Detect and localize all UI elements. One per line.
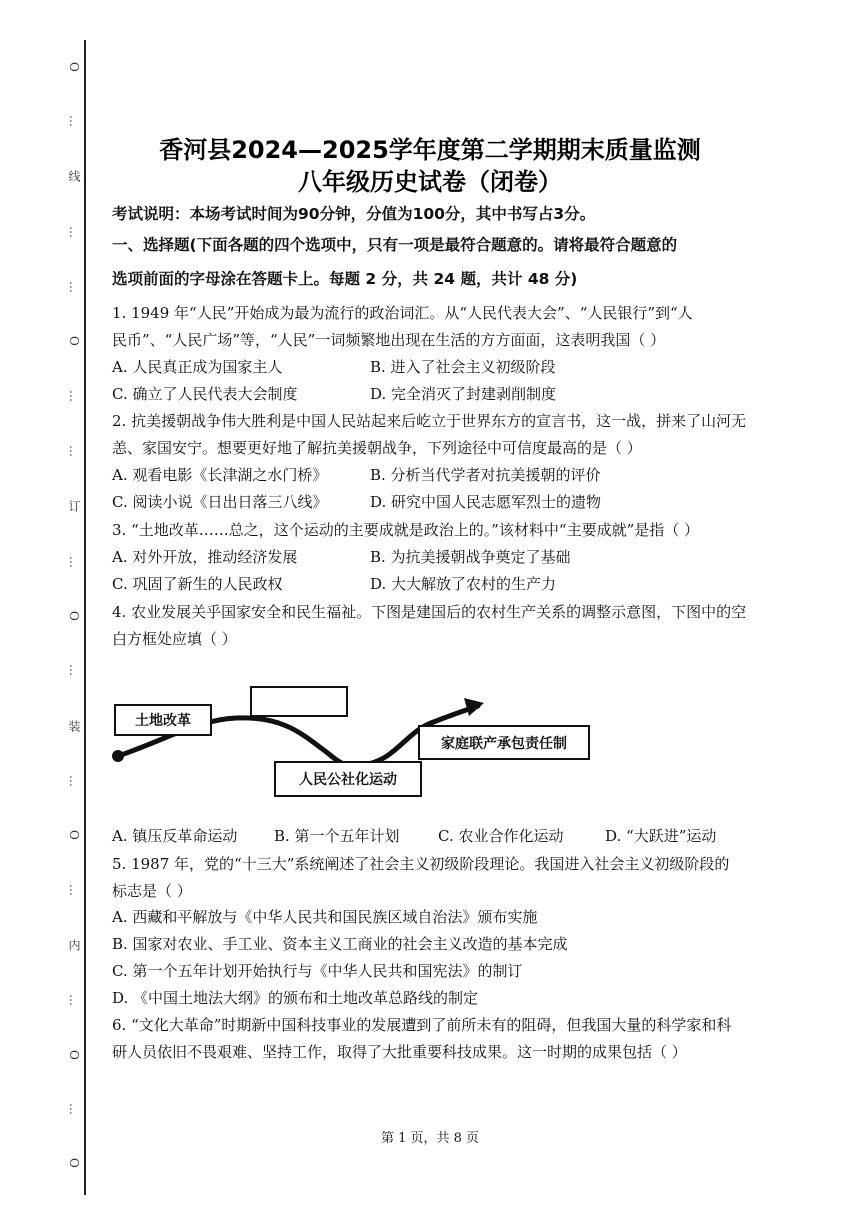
question-6-stem: 研人员依旧不畏艰难、坚持工作，取得了大批重要科技成果。这一时期的成果包括（ ）	[112, 1043, 687, 1061]
binding-mark: …	[67, 1103, 81, 1116]
binding-mark: O	[67, 1049, 81, 1060]
question-4-stem: 白方框处应填（ ）	[112, 630, 237, 648]
binding-mark: O	[67, 611, 81, 621]
option-d[interactable]: D. 完全消灭了封建剥削制度	[370, 385, 557, 403]
binding-line	[84, 40, 86, 1195]
option-a[interactable]: A. 对外开放，推动经济发展	[112, 548, 298, 566]
question-3-options	[112, 546, 820, 568]
question-1-stem: 1. 1949 年“人民”开始成为最为流行的政治词汇。从“人民代表大会”、“人民银行”到“人	[112, 304, 693, 322]
option-c[interactable]: C. 确立了人民代表大会制度	[112, 385, 298, 403]
binding-mark: O	[67, 1158, 81, 1169]
binding-mark: …	[67, 664, 81, 677]
option-a[interactable]: A. 西藏和平解放与《中华人民共和国民族区域自治法》颁布实施	[112, 908, 538, 926]
binding-mark: …	[67, 775, 81, 788]
binding-mark: …	[67, 281, 81, 294]
question-1-options	[112, 356, 820, 378]
question-4-stem: 4. 农业发展关乎国家安全和民生福祉。下图是建国后的农村生产关系的调整示意图，下图中的空	[112, 603, 747, 621]
question-5-stem: 5. 1987 年，党的“十三大”系统阐述了社会主义初级阶段理论。我国进入社会主义初级阶段的	[112, 855, 730, 873]
option-c[interactable]: C. 农业合作化运动	[438, 827, 564, 845]
rural-relations-diagram	[106, 678, 606, 808]
section-heading: 一、选择题(下面各题的四个选项中，只有一项是最符合题意的。请将最符合题意的	[112, 236, 678, 254]
exam-subtitle: 八年级历史试卷（闭卷）	[298, 168, 562, 196]
question-1-options	[112, 383, 820, 405]
exam-instructions: 考试说明：本场考试时间为90分钟，分值为100分，其中书写占3分。	[112, 205, 596, 223]
box-land-reform: 土地改革	[114, 704, 212, 736]
section-heading: 选项前面的字母涂在答题卡上。每题 2 分，共 24 题，共计 48 分)	[112, 270, 578, 288]
binding-mark: 线	[67, 170, 81, 183]
option-b[interactable]: B. 分析当代学者对抗美援朝的评价	[370, 466, 601, 484]
option-d[interactable]: D. 大大解放了农村的生产力	[370, 575, 557, 593]
option-b[interactable]: B. 为抗美援朝战争奠定了基础	[370, 548, 571, 566]
option-a[interactable]: A. 观看电影《长津湖之水门桥》	[112, 466, 328, 484]
question-6-stem: 6. “文化大革命”时期新中国科技事业的发展遭到了前所未有的阻碍，但我国大量的科学家和科	[112, 1016, 732, 1034]
binding-mark: …	[67, 114, 81, 127]
binding-mark: O	[67, 61, 81, 72]
binding-mark: 装	[67, 719, 81, 732]
option-d[interactable]: D. 《中国土地法大纲》的颁布和土地改革总路线的制定	[112, 989, 479, 1007]
page-footer: 第 1 页，共 8 页	[380, 1131, 480, 1146]
box-commune-movement: 人民公社化运动	[274, 761, 422, 797]
binding-mark: …	[67, 883, 81, 896]
option-a[interactable]: A. 镇压反革命运动	[112, 827, 238, 845]
option-c[interactable]: C. 巩固了新生的人民政权	[112, 575, 283, 593]
option-c[interactable]: C. 第一个五年计划开始执行与《中华人民共和国宪法》的制订	[112, 962, 523, 980]
binding-mark: 订	[67, 500, 81, 513]
option-d[interactable]: D. 研究中国人民志愿军烈士的遗物	[370, 493, 602, 511]
question-4-options	[112, 825, 820, 847]
option-b[interactable]: B. 国家对农业、手工业、资本主义工商业的社会主义改造的基本完成	[112, 935, 568, 953]
binding-mark: …	[67, 445, 81, 457]
option-c[interactable]: C. 阅读小说《日出日落三八线》	[112, 493, 328, 511]
binding-mark: 内	[67, 939, 81, 952]
option-b[interactable]: B. 进入了社会主义初级阶段	[370, 358, 556, 376]
blank-answer-box	[250, 686, 348, 717]
question-3-stem: 3. “土地改革……总之，这个运动的主要成就是政治上的。”该材料中“主要成就”是指（ ）	[112, 521, 700, 539]
box-household-contract: 家庭联产承包责任制	[418, 725, 590, 760]
option-d[interactable]: D. “大跃进”运动	[605, 827, 717, 845]
question-2-stem: 恙、家国安宁。想要更好地了解抗美援朝战争，下列途径中可信度最高的是（ ）	[112, 439, 642, 457]
option-b[interactable]: B. 第一个五年计划	[274, 827, 400, 845]
exam-title: 香河县2024—2025学年度第二学期期末质量监测	[159, 136, 701, 164]
question-5-stem: 标志是（ ）	[112, 882, 192, 900]
binding-mark: O	[67, 830, 81, 841]
binding-mark: …	[67, 225, 81, 238]
question-2-options	[112, 464, 820, 486]
binding-mark: …	[67, 555, 81, 568]
question-2-stem: 2. 抗美援朝战争伟大胜利是中国人民站起来后屹立于世界东方的宣言书，这一战，拼来了山河无	[112, 412, 747, 430]
option-a[interactable]: A. 人民真正成为国家主人	[112, 358, 283, 376]
question-3-options	[112, 573, 820, 595]
binding-mark: O	[67, 336, 81, 347]
binding-margin	[62, 40, 86, 1190]
question-1-stem: 民币”、“人民广场”等，“人民”一词频繁地出现在生活的方方面面，这表明我国（ ）	[112, 331, 666, 349]
binding-mark: …	[67, 994, 81, 1007]
question-2-options	[112, 491, 820, 513]
binding-mark: …	[67, 389, 81, 402]
